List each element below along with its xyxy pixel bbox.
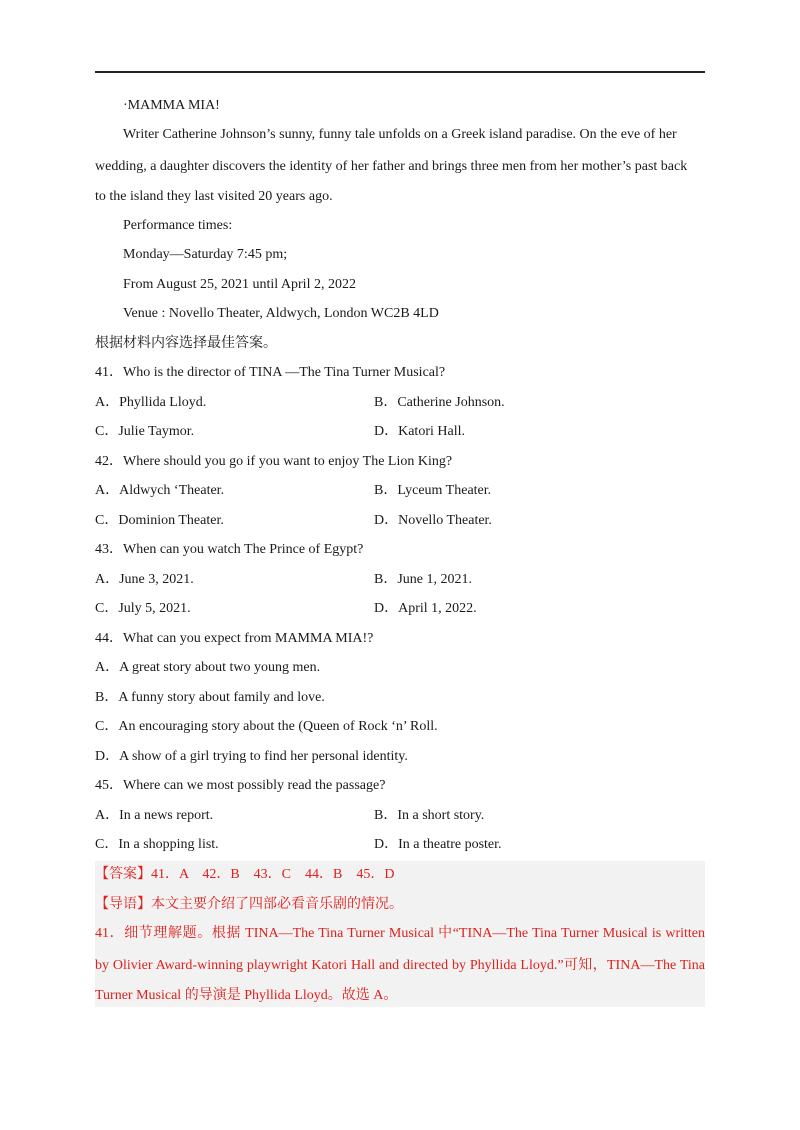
question-stem: 42．Where should you go if you want to enjoy The Lion King?: [95, 454, 453, 469]
option-a: A．June 3, 2021.: [95, 572, 194, 587]
question-stem: 44．What can you expect from MAMMA MIA!?: [95, 631, 374, 646]
option-d: D．April 1, 2022.: [374, 601, 477, 616]
performance-dates: From August 25, 2021 until April 2, 2022: [123, 277, 356, 292]
passage-text-line: to the island they last visited 20 years ago.: [95, 189, 333, 204]
option-b: B．June 1, 2021.: [374, 572, 472, 587]
question-stem: 43．When can you watch The Prince of Egypt?: [95, 542, 364, 557]
option-a: A．Phyllida Lloyd.: [95, 395, 207, 410]
option-d: D．Novello Theater.: [374, 513, 492, 528]
option-c: C．Dominion Theater.: [95, 513, 224, 528]
option-c: C．July 5, 2021.: [95, 601, 191, 616]
option-d: D．In a theatre poster.: [374, 837, 502, 852]
performance-label: Performance times:: [123, 218, 233, 233]
answer-key: 【答案】41．A 42．B 43．C 44．B 45．D: [95, 867, 395, 882]
guide-text: 【导语】本文主要介绍了四部必看音乐剧的情况。: [95, 897, 403, 912]
option-b: B．Catherine Johnson.: [374, 395, 505, 410]
header-rule: [95, 71, 705, 73]
option-b: B．Lyceum Theater.: [374, 483, 492, 498]
passage-text-line: Writer Catherine Johnson’s sunny, funny tale unfolds on a Greek island paradise. On the eve of her: [123, 127, 677, 142]
explanation-line: 41．细节理解题。根据 TINA—The Tina Turner Musical 中“TINA—The Tina Turner Musical is written: [95, 926, 705, 941]
instruction-text: 根据材料内容选择最佳答案。: [95, 336, 277, 351]
question-stem: 41．Who is the director of TINA —The Tina Turner Musical?: [95, 365, 446, 380]
option-d: D．Katori Hall.: [374, 424, 465, 439]
option-b: B．In a short story.: [374, 808, 485, 823]
option-c: C．Julie Taymor.: [95, 424, 195, 439]
performance-days: Monday—Saturday 7:45 pm;: [123, 247, 288, 262]
option-a: A．Aldwych ‘Theater.: [95, 483, 225, 498]
option-d: D．A show of a girl trying to find her personal identity.: [95, 749, 408, 764]
passage-text-line: wedding, a daughter discovers the identity of her father and brings three men from her mother’s past back: [95, 159, 688, 174]
option-b: B．A funny story about family and love.: [95, 690, 325, 705]
question-stem: 45．Where can we most possibly read the passage?: [95, 778, 386, 793]
passage-title: ·MAMMA MIA!: [123, 98, 220, 113]
venue-text: Venue : Novello Theater, Aldwych, London WC2B 4LD: [123, 306, 439, 321]
option-c: C．In a shopping list.: [95, 837, 219, 852]
explanation-line: Turner Musical 的导演是 Phyllida Lloyd。故选 A。: [95, 988, 398, 1003]
explanation-line: by Olivier Award-winning playwright Katori Hall and directed by Phyllida Lloyd.”可知，TINA—The Tina: [95, 958, 705, 973]
option-a: A．In a news report.: [95, 808, 214, 823]
option-a: A．A great story about two young men.: [95, 660, 321, 675]
option-c: C．An encouraging story about the (Queen of Rock ‘n’ Roll.: [95, 719, 438, 734]
